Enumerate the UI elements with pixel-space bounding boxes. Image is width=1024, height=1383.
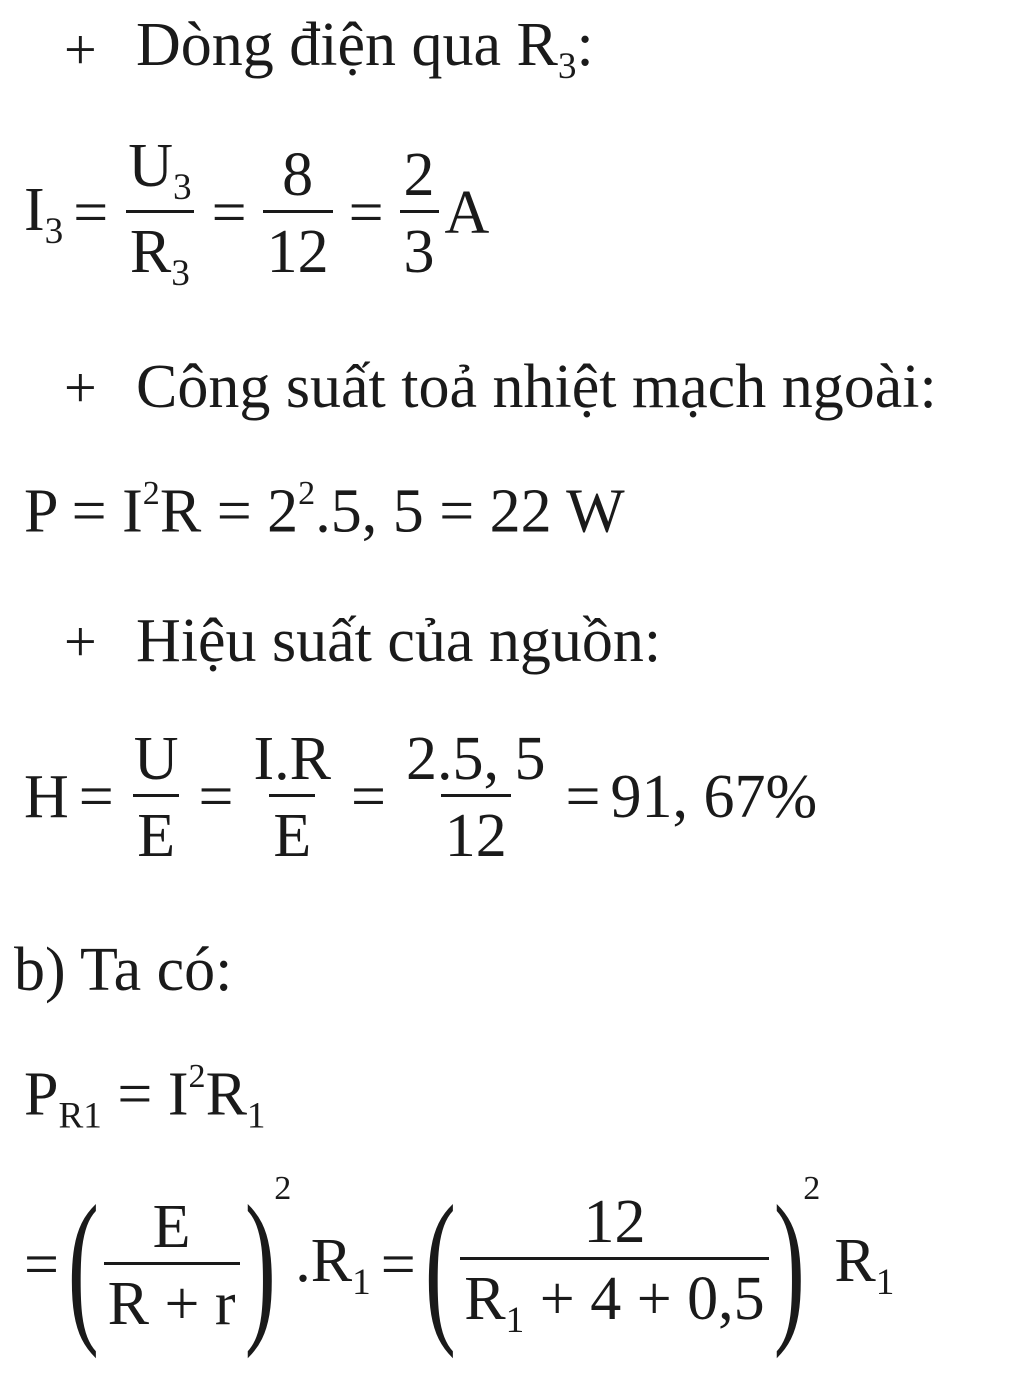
plus-bullet: + — [64, 609, 97, 674]
equation-current — [24, 132, 490, 295]
left-paren: ( — [424, 1171, 456, 1359]
bullet-efficiency — [64, 606, 661, 677]
bullet-power — [64, 352, 937, 423]
part-b-heading — [14, 935, 232, 1006]
eq-end: $R_1$ — [834, 1226, 895, 1303]
fraction-e-rr: $\frac{E}{R + r}$ — [104, 1196, 240, 1335]
equals-sign: = — [73, 179, 109, 248]
right-paren: ) — [244, 1171, 276, 1359]
fraction-255-12: $\frac{2.5, 5}{12}$ — [405, 725, 546, 870]
plus-bullet: + — [64, 16, 97, 82]
bullet-text: Công suất toả nhiệt mạch ngoài: — [136, 353, 937, 421]
eq-lhs: H — [24, 763, 69, 831]
bullet-text: Dòng điện qua $R_3$: — [136, 11, 594, 88]
bullet-current-r3 — [64, 10, 594, 88]
right-paren: ) — [773, 1171, 805, 1359]
eq-pr1-text: $P_{R1} = I^2R_1$ — [24, 1058, 266, 1137]
equals-sign: = — [348, 179, 384, 248]
plus-bullet: + — [64, 355, 97, 420]
equals-sign: = — [198, 763, 234, 831]
equals-sign: = — [211, 179, 247, 248]
eq-lhs: $I_3$ — [24, 175, 64, 252]
fraction-ir-e: $\frac{I.R}{E}$ — [253, 725, 331, 870]
efficiency-result: 91, 67% — [610, 763, 818, 831]
eq-power-text: $P = I^2R = 2^2.5$, 5 = 22 W — [24, 475, 625, 546]
fraction-u-e: $\frac{U}{E}$ — [133, 725, 179, 870]
fraction-12-r1sum: $\frac{12}{R_1 + 4 + 0,5}$ — [460, 1191, 768, 1339]
equals-sign: = — [565, 763, 601, 831]
exponent: 2 — [274, 1170, 292, 1207]
equation-pr1 — [24, 1058, 266, 1137]
fraction-2-3: $\frac{2}{3}$ — [400, 144, 439, 283]
unit-ampere: A — [444, 179, 490, 248]
equals-sign: = — [351, 763, 386, 831]
equation-power — [24, 475, 625, 547]
left-paren: ( — [67, 1171, 99, 1359]
part-b-text: b) Ta có: — [14, 936, 233, 1004]
equals-sign: = — [380, 1230, 416, 1299]
fraction-u3-r3: $\frac{U_3}{R_3}$ — [124, 135, 195, 292]
equation-pr1-expanded — [24, 1170, 895, 1359]
equals-sign: = — [78, 763, 114, 831]
exponent: 2 — [803, 1170, 821, 1207]
fraction-8-12: $\frac{8}{12}$ — [263, 144, 333, 283]
equals-sign: = — [24, 1230, 59, 1299]
bullet-text: Hiệu suất của nguồn: — [136, 607, 662, 675]
equation-efficiency — [24, 725, 818, 870]
eq-mid: $.R_1$ — [295, 1226, 371, 1303]
